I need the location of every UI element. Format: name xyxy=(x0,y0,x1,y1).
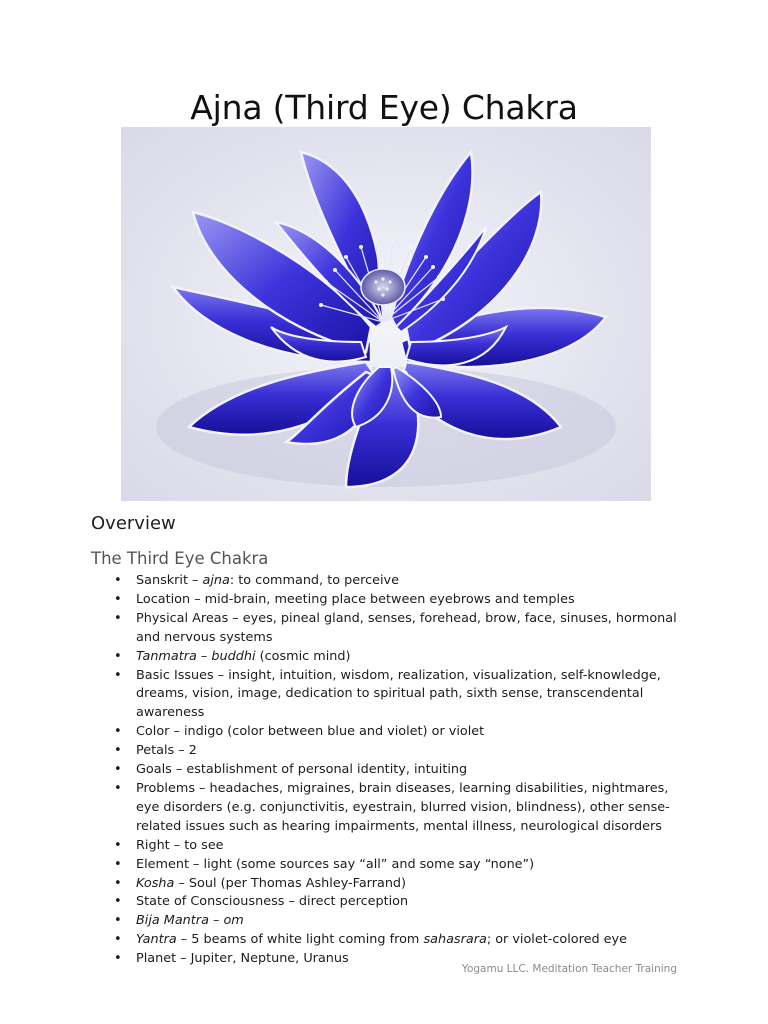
list-item: • Bija Mantra – om xyxy=(136,912,688,931)
list-item: • Sanskrit – ajna: to command, to perceive xyxy=(136,572,688,591)
list-item: • State of Consciousness – direct perception xyxy=(136,893,688,912)
lotus-flower-image xyxy=(121,127,651,501)
list-item: • Basic Issues – insight, intuition, wisdom, realization, visualization, self-knowledge, dreams, vision, image, dedication to spiritual path, sixth sense, transcendental awareness xyxy=(136,667,688,724)
list-item: • Kosha – Soul (per Thomas Ashley-Farrand) xyxy=(136,875,688,894)
list-item: • Tanmatra – buddhi (cosmic mind) xyxy=(136,648,688,667)
list-item: • Element – light (some sources say “all” and some say “none”) xyxy=(136,856,688,875)
lotus-seed-pod xyxy=(361,269,405,305)
list-item: • Planet – Jupiter, Neptune, Uranus xyxy=(136,950,688,969)
page-title: Ajna (Third Eye) Chakra xyxy=(190,88,578,128)
list-item: • Problems – headaches, migraines, brain diseases, learning disabilities, nightmares, eye disorders (e.g. conjunctivitis, eyestrain, blurred vision, blindness), other sense-related issues such as hearing impairments, mental illness, neurological disorders xyxy=(136,780,688,837)
list-item: • Color – indigo (color between blue and violet) or violet xyxy=(136,723,688,742)
list-item: • Yantra – 5 beams of white light coming from sahasrara; or violet-colored eye xyxy=(136,931,688,950)
list-item: • Petals – 2 xyxy=(136,742,688,761)
lotus-illustration xyxy=(121,127,651,501)
list-item: • Physical Areas – eyes, pineal gland, senses, forehead, brow, face, sinuses, hormonal and nervous systems xyxy=(136,610,688,648)
list-item: • Location – mid-brain, meeting place between eyebrows and temples xyxy=(136,591,688,610)
chakra-facts-list xyxy=(136,572,688,969)
footer-credit: Yogamu LLC. Meditation Teacher Training xyxy=(461,963,677,975)
section-heading: The Third Eye Chakra xyxy=(91,549,269,568)
list-item: • Right – to see xyxy=(136,837,688,856)
list-item: • Goals – establishment of personal identity, intuiting xyxy=(136,761,688,780)
overview-heading: Overview xyxy=(91,513,176,534)
